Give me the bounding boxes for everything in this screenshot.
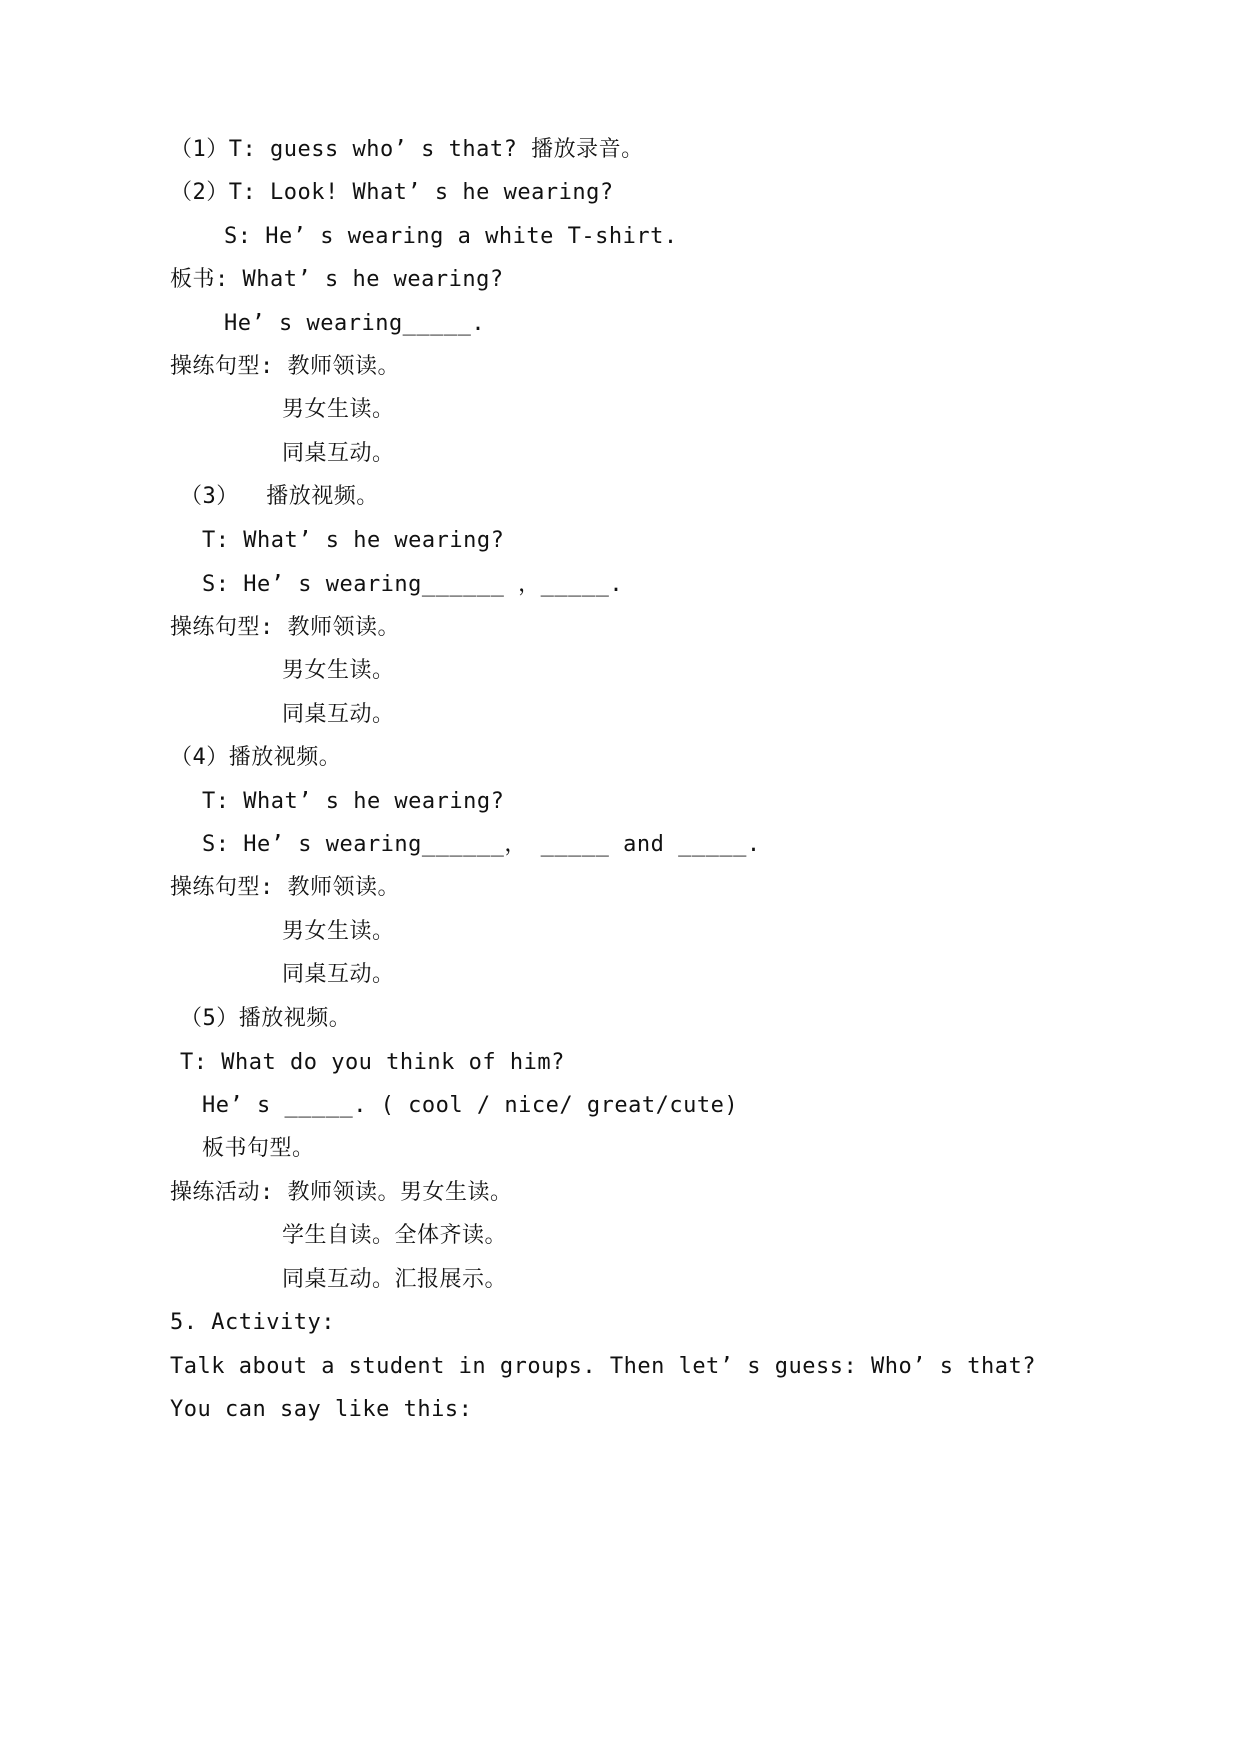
drill-pair-work-3: 同桌互动。 bbox=[282, 962, 395, 987]
drill-boys-girls-read-1: 男女生读。 bbox=[282, 397, 395, 422]
drill-sentence-pattern-3: 操练句型: 教师领读。 bbox=[170, 875, 400, 900]
step-5-answer: He’ s _____. ( cool / nice/ great/cute) bbox=[202, 1093, 739, 1118]
step-3-question: T: What’ s he wearing? bbox=[202, 528, 505, 553]
drill-boys-girls-read-3: 男女生读。 bbox=[282, 919, 395, 944]
step-3-answer: S: He’ s wearing______ ，_____. bbox=[202, 572, 624, 597]
activity-heading: 5. Activity: bbox=[170, 1310, 335, 1335]
step-4-play-video: （4）播放视频。 bbox=[170, 745, 342, 770]
drill-pair-work-2: 同桌互动。 bbox=[282, 702, 395, 727]
drill-boys-girls-read-2: 男女生读。 bbox=[282, 658, 395, 683]
step-3-play-video: （3） 播放视频。 bbox=[180, 484, 379, 509]
step-2-question: （2）T: Look! What’ s he wearing? bbox=[170, 180, 614, 205]
drill-sentence-pattern-1: 操练句型: 教师领读。 bbox=[170, 354, 400, 379]
drill-activity-line-1: 操练活动: 教师领读。男女生读。 bbox=[170, 1180, 513, 1205]
step-4-question: T: What’ s he wearing? bbox=[202, 789, 505, 814]
drill-activity-line-3: 同桌互动。汇报展示。 bbox=[282, 1267, 508, 1292]
drill-pair-work-1: 同桌互动。 bbox=[282, 441, 395, 466]
step-1-guess-who: （1）T: guess who’ s that? 播放录音。 bbox=[170, 137, 644, 162]
step-5-play-video: （5）播放视频。 bbox=[180, 1006, 352, 1031]
step-2-answer: S: He’ s wearing a white T-shirt. bbox=[224, 224, 678, 249]
activity-instruction: Talk about a student in groups. Then let’ s guess: Who’ s that? bbox=[170, 1354, 1036, 1379]
board-writing-answer: He’ s wearing_____. bbox=[224, 311, 486, 336]
drill-activity-line-2: 学生自读。全体齐读。 bbox=[282, 1223, 508, 1248]
drill-sentence-pattern-2: 操练句型: 教师领读。 bbox=[170, 615, 400, 640]
step-5-question: T: What do you think of him? bbox=[180, 1050, 565, 1075]
board-sentence-pattern: 板书句型。 bbox=[202, 1136, 315, 1161]
activity-example-intro: You can say like this: bbox=[170, 1397, 473, 1422]
step-4-answer: S: He’ s wearing______， _____ and _____. bbox=[202, 832, 761, 857]
board-writing-question: 板书: What’ s he wearing? bbox=[170, 267, 504, 292]
